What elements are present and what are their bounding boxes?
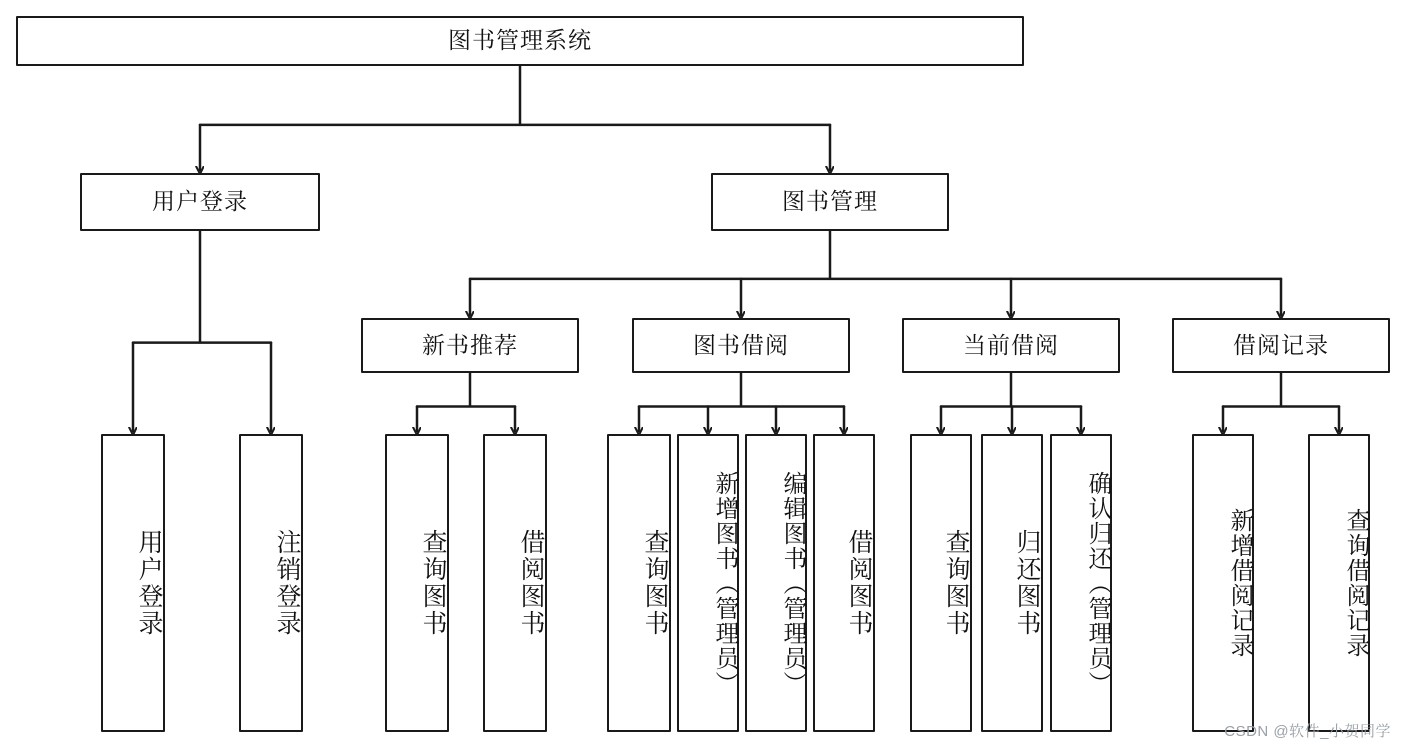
- node-nb-query: 查询图书: [385, 434, 449, 732]
- node-login: 用户登录: [80, 173, 320, 231]
- node-root: 图书管理系统: [16, 16, 1024, 66]
- node-login-out: 注销登录: [239, 434, 303, 732]
- node-bw-borrow: 借阅图书: [813, 434, 875, 732]
- node-login-in: 用户登录: [101, 434, 165, 732]
- node-bw-query: 查询图书: [607, 434, 671, 732]
- node-bookmgmt: 图书管理: [711, 173, 949, 231]
- node-records: 借阅记录: [1172, 318, 1390, 373]
- node-nb-borrow: 借阅图书: [483, 434, 547, 732]
- node-current: 当前借阅: [902, 318, 1120, 373]
- watermark: CSDN @软件_小贺同学: [1224, 723, 1391, 740]
- node-bw-edit: 编辑图书（管理员）: [745, 434, 807, 732]
- node-bw-add: 新增图书（管理员）: [677, 434, 739, 732]
- node-rc-add: 新增借阅记录: [1192, 434, 1254, 732]
- node-cb-query: 查询图书: [910, 434, 972, 732]
- node-newbook: 新书推荐: [361, 318, 579, 373]
- node-borrow: 图书借阅: [632, 318, 850, 373]
- node-rc-query: 查询借阅记录: [1308, 434, 1370, 732]
- node-cb-confirm: 确认归还（管理员）: [1050, 434, 1112, 732]
- node-cb-return: 归还图书: [981, 434, 1043, 732]
